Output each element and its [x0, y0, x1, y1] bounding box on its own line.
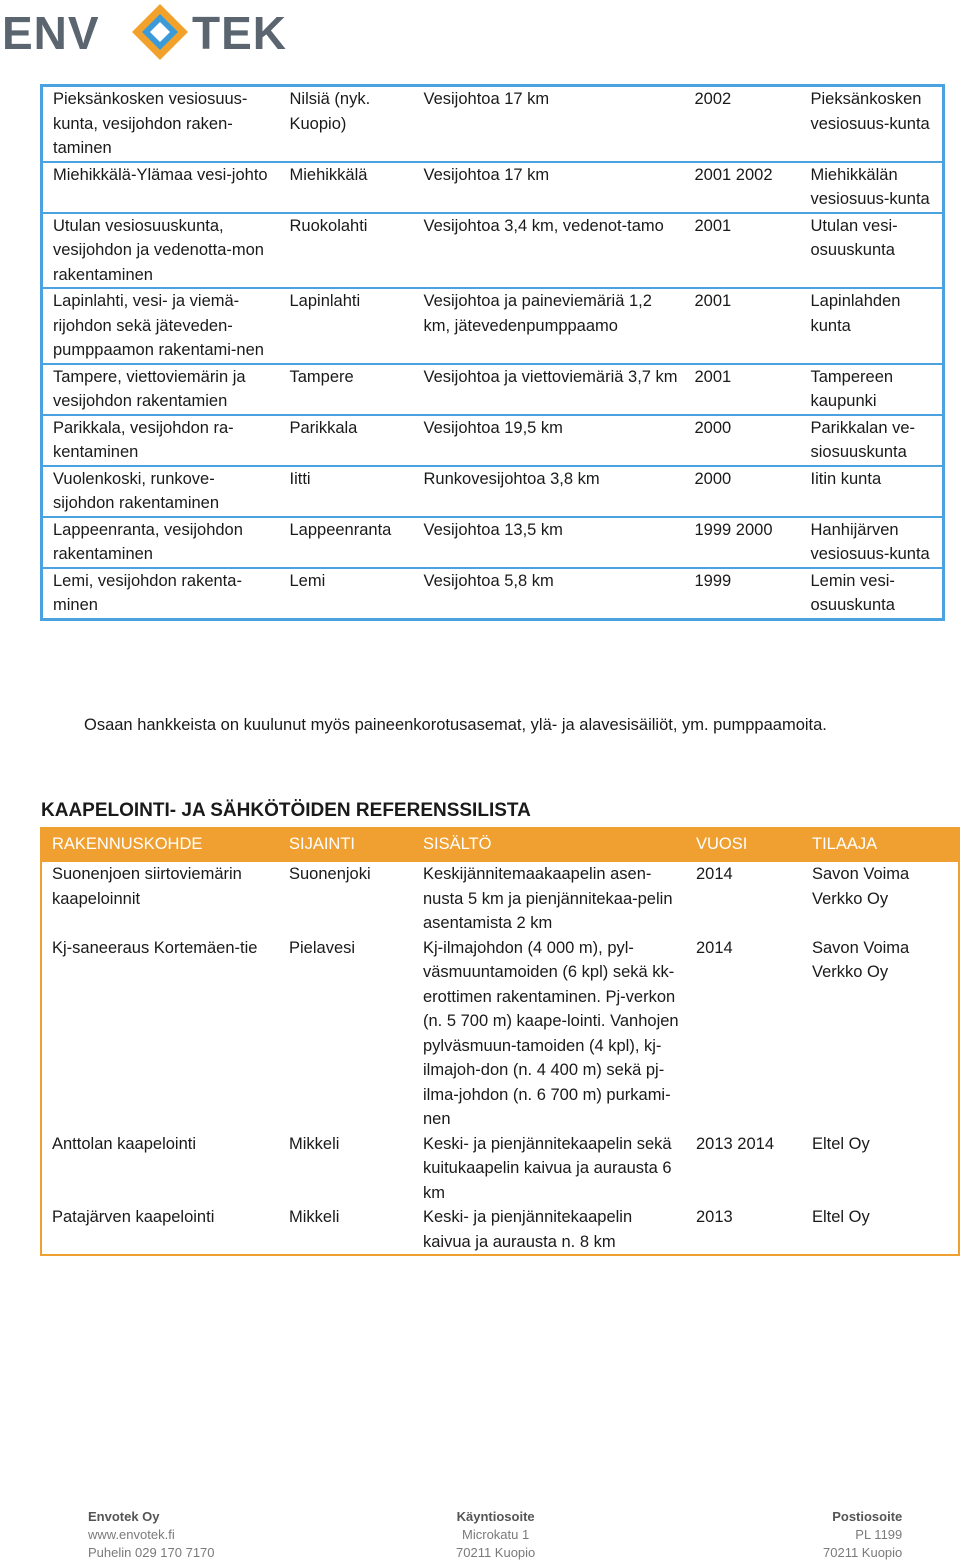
envotek-logo — [0, 0, 300, 64]
footer-visit-title: Käyntiosoite — [456, 1509, 535, 1524]
table-row — [41, 861, 959, 936]
cell-sijainti: Parikkala — [280, 415, 414, 466]
header-sijainti: SIJAINTI — [279, 828, 413, 861]
cell-sisalto: Keski- ja pienjännitekaapelin sekä kuitukaapelin kaivua ja aurausta 6 km — [423, 1134, 672, 1202]
cell-sisalto: Vesijohtoa 17 km — [414, 162, 685, 213]
cell-sijainti: Lappeenranta — [280, 517, 414, 568]
table-header-row — [41, 828, 959, 861]
footer-postal-city: 70211 Kuopio — [823, 1545, 903, 1560]
cell-sijainti: Ruokolahti — [280, 213, 414, 289]
cell-sisalto: Vesijohtoa 3,4 km, vedenot-tamo — [414, 213, 685, 289]
table-row — [41, 1205, 959, 1255]
footer-website: www.envotek.fi — [88, 1527, 175, 1542]
cell-vuosi: 2014 — [686, 861, 802, 936]
cell-kohde: Pieksänkosken vesiosuus-kunta, vesijohdon raken-taminen — [53, 90, 248, 157]
cell-sijainti: Mikkeli — [289, 1134, 340, 1153]
water-references-table — [40, 84, 945, 621]
cell-sisalto: Vesijohtoa 13,5 km — [414, 517, 685, 568]
footer-company — [88, 1508, 215, 1562]
cell-kohde: Kj-saneeraus Kortemäen-tie — [52, 938, 258, 957]
cell-tilaaja: Savon Voima Verkko Oy — [812, 938, 910, 981]
logo-diamond-icon — [128, 2, 192, 62]
cell-sisalto: Vesijohtoa ja viettoviemäriä 3,7 km — [414, 364, 685, 415]
header-tilaaja: TILAAJA — [802, 828, 959, 861]
footer-phone: Puhelin 029 170 7170 — [88, 1545, 215, 1560]
table-row — [42, 364, 944, 415]
cell-kohde: Lemi, vesijohdon rakenta-minen — [42, 568, 280, 620]
cell-sisalto: Vesijohtoa 17 km — [423, 90, 550, 108]
table-row — [41, 1132, 959, 1206]
cell-vuosi: 2013 — [696, 1208, 733, 1226]
cell-kohde: Suonenjoen siirtoviemärin kaapeloinnit — [41, 861, 279, 936]
cell-sijainti: Tampere — [280, 364, 414, 415]
note-text: Osaan hankkeista on kuulunut myös paineenkorotusasemat, ylä- ja alavesisäiliöt, ym. pumppaamoita. — [84, 716, 827, 734]
cell-vuosi: 2001 — [685, 288, 801, 364]
cell-kohde: Anttolan kaapelointi — [52, 1134, 197, 1153]
footer-visit-street: Microkatu 1 — [462, 1527, 530, 1542]
cell-sijainti: Lemi — [280, 568, 414, 620]
table-row — [42, 568, 944, 620]
footer-visit-city: 70211 Kuopio — [456, 1545, 536, 1560]
table-row — [42, 517, 944, 568]
table-row — [42, 288, 944, 364]
cell-sisalto: Keski- ja pienjännitekaapelin kaivua ja aurausta n. 8 km — [423, 1208, 633, 1251]
cell-vuosi: 2013 2014 — [696, 1134, 774, 1153]
header-vuosi: VUOSI — [686, 828, 802, 861]
cell-tilaaja: Eltel Oy — [812, 1208, 870, 1226]
cabling-section-heading: KAAPELOINTI- JA SÄHKÖTÖIDEN REFERENSSILISTA — [41, 800, 531, 821]
cell-tilaaja: Eltel Oy — [812, 1134, 870, 1153]
cell-kohde: Parikkala, vesijohdon ra-kentaminen — [42, 415, 280, 466]
footer-company-title: Envotek Oy — [88, 1509, 160, 1524]
cell-vuosi: 2000 — [685, 415, 801, 466]
cell-sisalto: Vesijohtoa ja paineviemäriä 1,2 km, jätevedenpumppaamo — [414, 288, 685, 364]
cell-tilaaja: Utulan vesi-osuuskunta — [801, 213, 944, 289]
cell-sijainti: Lapinlahti — [280, 288, 414, 364]
cell-vuosi: 2001 — [685, 213, 801, 289]
cell-tilaaja: Lapinlahden kunta — [801, 288, 944, 364]
footer-visit-address — [456, 1508, 535, 1562]
cell-vuosi: 2014 — [696, 938, 733, 957]
cell-kohde: Tampere, viettoviemärin ja vesijohdon rakentamien — [42, 364, 280, 415]
logo-text-left: ENV — [2, 7, 100, 59]
cell-vuosi: 2002 — [694, 90, 732, 108]
table-row — [42, 415, 944, 466]
cell-kohde: Lappeenranta, vesijohdon rakentaminen — [42, 517, 280, 568]
table-row — [42, 213, 944, 289]
table-row — [42, 162, 944, 213]
cell-sijainti: Iitti — [280, 466, 414, 517]
cell-kohde: Vuolenkoski, runkove-sijohdon rakentaminen — [42, 466, 280, 517]
cell-tilaaja: Pieksänkosken vesiosuus-kunta — [810, 90, 930, 133]
logo-text-right: TEK — [192, 7, 287, 59]
table-row — [41, 936, 959, 1132]
cell-tilaaja: Iitin kunta — [801, 466, 944, 517]
table-row — [42, 466, 944, 517]
cell-vuosi: 2001 — [685, 364, 801, 415]
footer-postal-title: Postiosoite — [832, 1509, 903, 1524]
footer-postal-box: PL 1199 — [855, 1527, 903, 1542]
cell-sijainti: Suonenjoki — [279, 861, 413, 936]
cell-tilaaja: Miehikkälän vesiosuus-kunta — [801, 162, 944, 213]
cell-tilaaja: Tampereen kaupunki — [801, 364, 944, 415]
cell-vuosi: 1999 2000 — [685, 517, 801, 568]
cell-tilaaja: Lemin vesi-osuuskunta — [801, 568, 944, 620]
cell-kohde: Patajärven kaapelointi — [52, 1208, 215, 1226]
cell-sijainti: Pielavesi — [289, 938, 356, 957]
cell-sijainti: Miehikkälä — [280, 162, 414, 213]
cell-vuosi: 1999 — [685, 568, 801, 620]
cell-sisalto: Vesijohtoa 19,5 km — [414, 415, 685, 466]
cell-kohde: Miehikkälä-Ylämaa vesi-johto — [42, 162, 280, 213]
header-kohde: RAKENNUSKOHDE — [41, 828, 279, 861]
cell-sijainti: Mikkeli — [289, 1208, 340, 1226]
footer-postal-address — [823, 1508, 902, 1562]
cell-kohde: Utulan vesiosuuskunta, vesijohdon ja vedenotta-mon rakentaminen — [42, 213, 280, 289]
cell-sisalto: Vesijohtoa 5,8 km — [414, 568, 685, 620]
cell-sisalto: Kj-ilmajohdon (4 000 m), pyl-väsmuuntamoiden (6 kpl) sekä kk-erottimen rakentaminen. Pj-verkon (n. 5 700 m) kaape-lointi. Vanhojen pylväsmuun-tamoiden (4 kpl), kj-ilmajoh-don (n. 4 400 m) sekä pj-ilma-johdon (n. 6 700 m) purkami-nen — [423, 938, 679, 1128]
cell-tilaaja: Savon Voima Verkko Oy — [802, 861, 959, 936]
cell-tilaaja: Hanhijärven vesiosuus-kunta — [801, 517, 944, 568]
cell-sisalto: Keskijännitemaakaapelin asen-nusta 5 km ja pienjännitekaa-pelin asentamista 2 km — [413, 861, 686, 936]
header-sisalto: SISÄLTÖ — [413, 828, 686, 861]
cell-vuosi: 2001 2002 — [685, 162, 801, 213]
cell-sijainti: Nilsiä (nyk. Kuopio) — [289, 90, 371, 133]
cell-tilaaja: Parikkalan ve-siosuuskunta — [801, 415, 944, 466]
table-row — [42, 86, 944, 162]
cell-sisalto: Runkovesijohtoa 3,8 km — [414, 466, 685, 517]
cell-kohde: Lapinlahti, vesi- ja viemä-rijohdon sekä jäteveden-pumppaamon rakentami-nen — [42, 288, 280, 364]
cell-vuosi: 2000 — [685, 466, 801, 517]
cabling-references-table — [40, 827, 960, 1256]
